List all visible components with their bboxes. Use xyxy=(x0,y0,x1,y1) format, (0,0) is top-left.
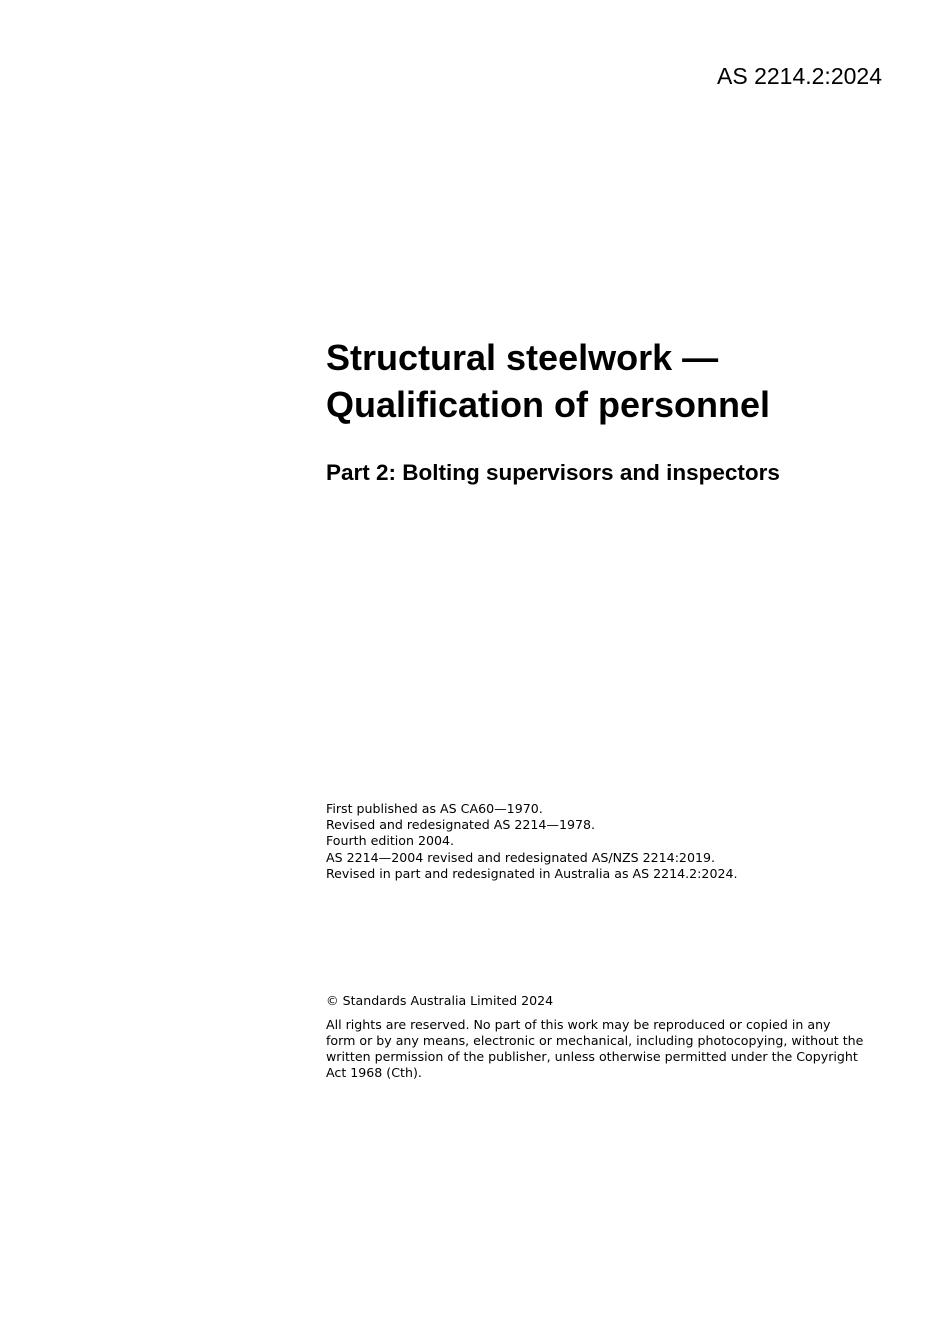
rights-statement xyxy=(326,1017,886,1081)
history-line: Fourth edition 2004. xyxy=(326,833,455,849)
history-line: Revised and redesignated AS 2214—1978. xyxy=(326,817,596,833)
publication-history xyxy=(326,801,886,882)
document-number: AS 2214.2:2024 xyxy=(717,63,882,89)
history-line: AS 2214—2004 revised and redesignated AS/NZS 2214:2019. xyxy=(326,849,715,865)
history-line: First published as AS CA60—1970. xyxy=(326,801,543,816)
title-block xyxy=(326,334,886,428)
copyright-notice: © Standards Australia Limited 2024 xyxy=(326,993,554,1008)
history-line: Revised in part and redesignated in Australia as AS 2214.2:2024. xyxy=(326,865,738,881)
rights-line: form or by any means, electronic or mechanical, including photocopying, without the xyxy=(326,1033,864,1048)
rights-line: Act 1968 (Cth). xyxy=(326,1065,422,1080)
title-line-1: Structural steelwork — xyxy=(326,337,719,378)
title-line-2: Qualification of personnel xyxy=(326,384,771,425)
rights-line: written permission of the publisher, unless otherwise permitted under the Copyright xyxy=(326,1049,858,1064)
rights-line: All rights are reserved. No part of this work may be reproduced or copied in any xyxy=(326,1017,831,1032)
part-subtitle: Part 2: Bolting supervisors and inspectors xyxy=(326,460,780,485)
